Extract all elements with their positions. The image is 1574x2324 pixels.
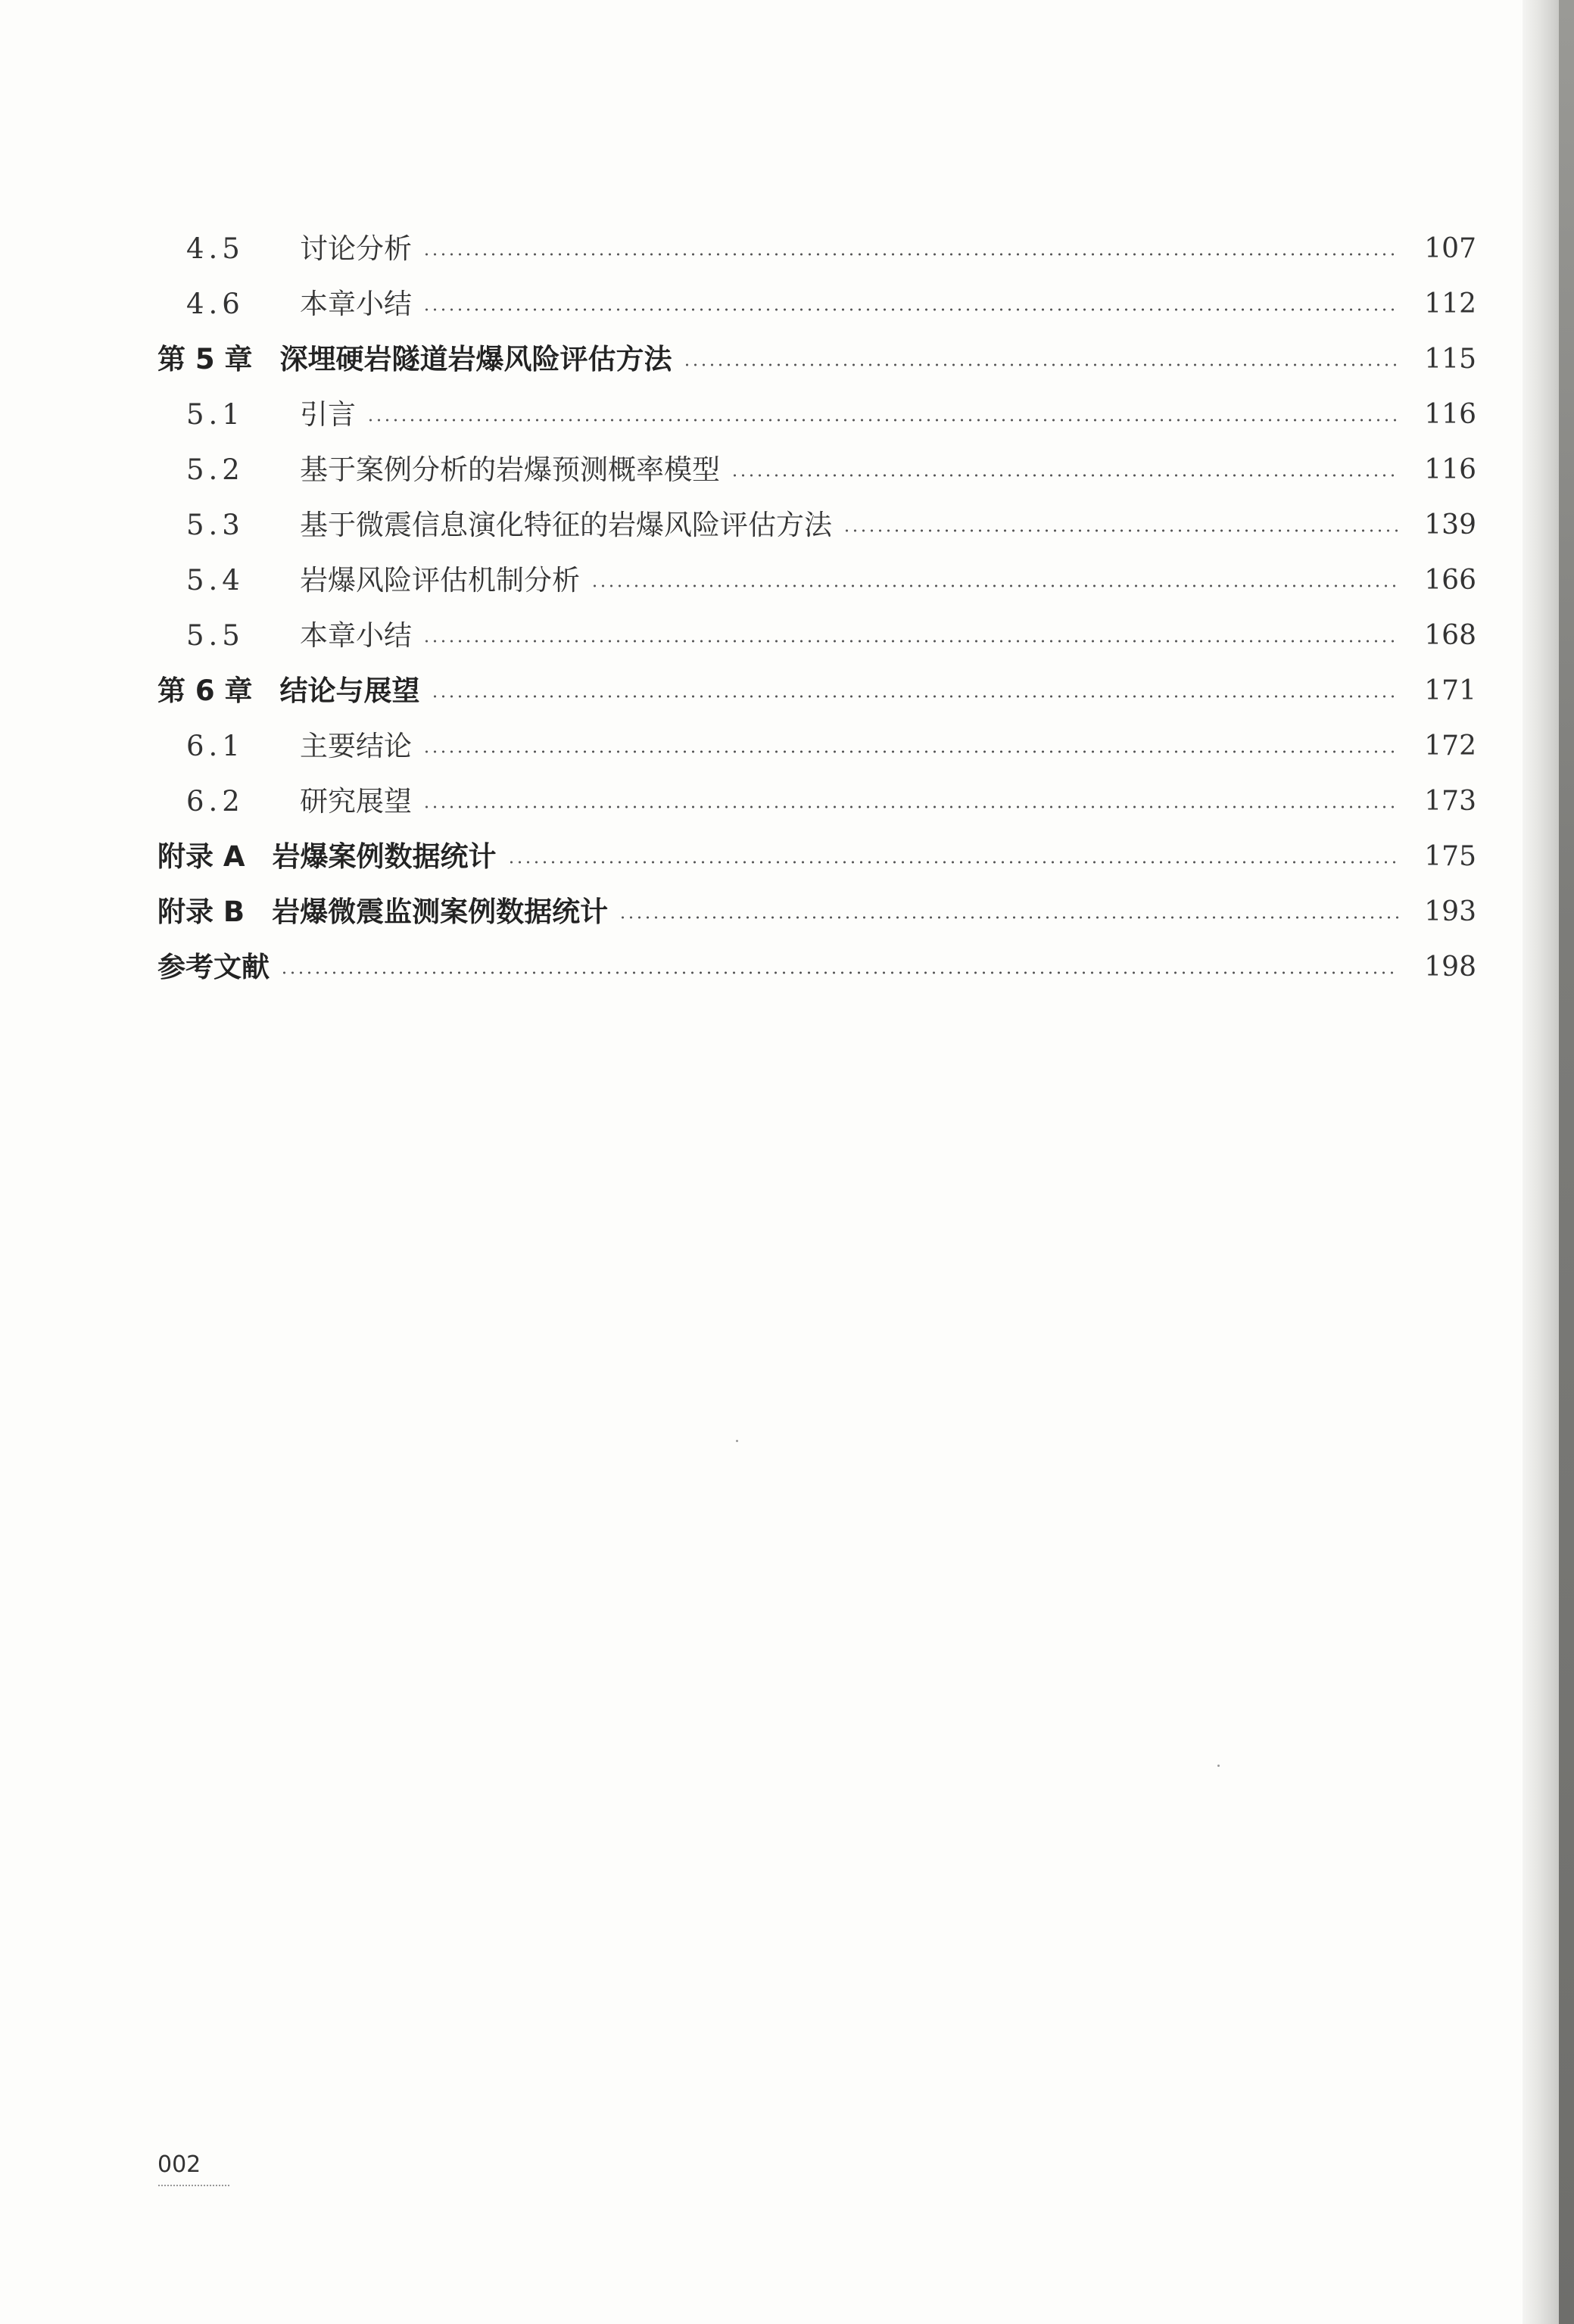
toc-entry-page: 175	[1424, 841, 1476, 872]
toc-entry-page: 116	[1424, 454, 1476, 485]
toc-entry-number: 5.3	[186, 509, 245, 541]
toc-entry-number: 5.4	[186, 564, 245, 597]
table-of-contents	[157, 221, 1476, 995]
toc-entry-page: 115	[1424, 344, 1476, 375]
toc-entry-page: 107	[1424, 233, 1476, 264]
toc-entry-appendix-b[interactable]	[157, 884, 1476, 939]
toc-entry-5-5[interactable]	[157, 608, 1476, 663]
toc-entry-number: 4.6	[186, 288, 245, 320]
toc-appendix-title: 岩爆微震监测案例数据统计	[272, 896, 609, 928]
toc-entry-5-4[interactable]	[157, 553, 1476, 608]
toc-entry-number: 6.2	[186, 785, 245, 818]
page-number-rule	[157, 2185, 230, 2186]
dot-leader	[422, 253, 1399, 256]
toc-entry-chapter-5[interactable]	[157, 332, 1476, 387]
toc-entry-title: 主要结论	[300, 730, 412, 762]
dot-leader	[422, 750, 1399, 753]
paper-speck	[1217, 1765, 1220, 1767]
dot-leader	[731, 474, 1399, 477]
toc-entry-page: 173	[1424, 786, 1476, 817]
toc-entry-page: 171	[1424, 675, 1476, 706]
toc-chapter-number: 第 6 章	[157, 674, 253, 707]
toc-entry-number: 5.2	[186, 453, 245, 486]
dot-leader	[619, 916, 1399, 919]
toc-entry-5-2[interactable]	[157, 442, 1476, 497]
dot-leader	[422, 640, 1399, 643]
toc-entry-5-3[interactable]	[157, 497, 1476, 553]
dot-leader	[366, 419, 1399, 422]
toc-entry-number: 6.1	[186, 730, 245, 762]
toc-entry-number: 5.1	[186, 398, 245, 431]
dot-leader	[422, 308, 1399, 311]
toc-entry-number: 4.5	[186, 232, 245, 265]
toc-entry-4-6[interactable]	[157, 276, 1476, 332]
toc-entry-references[interactable]	[157, 939, 1476, 995]
toc-entry-appendix-a[interactable]	[157, 829, 1476, 884]
toc-appendix-label: 附录 B	[157, 896, 245, 928]
toc-entry-5-1[interactable]	[157, 387, 1476, 442]
toc-entry-page: 193	[1424, 896, 1476, 927]
toc-appendix-label: 附录 A	[157, 840, 245, 873]
toc-entry-6-2[interactable]	[157, 774, 1476, 829]
dot-leader	[280, 971, 1399, 974]
toc-entry-page: 116	[1424, 399, 1476, 430]
dot-leader	[422, 805, 1399, 808]
toc-chapter-number: 第 5 章	[157, 343, 253, 375]
toc-entry-page: 172	[1424, 731, 1476, 762]
dot-leader	[507, 861, 1399, 864]
toc-entry-page: 198	[1424, 952, 1476, 983]
toc-entry-chapter-6[interactable]	[157, 663, 1476, 718]
toc-entry-page: 168	[1424, 620, 1476, 651]
toc-entry-title: 岩爆风险评估机制分析	[300, 564, 580, 597]
dot-leader	[431, 695, 1399, 698]
toc-entry-title: 基于微震信息演化特征的岩爆风险评估方法	[300, 509, 832, 541]
paper-speck	[736, 1440, 738, 1442]
toc-references-title: 参考文献	[157, 951, 270, 983]
toc-entry-title: 引言	[300, 398, 356, 431]
toc-entry-page: 139	[1424, 509, 1476, 541]
toc-entry-6-1[interactable]	[157, 718, 1476, 774]
toc-entry-4-5[interactable]	[157, 221, 1476, 276]
toc-entry-title: 本章小结	[300, 288, 412, 320]
toc-entry-title: 讨论分析	[300, 232, 412, 265]
toc-entry-page: 112	[1424, 288, 1476, 319]
toc-chapter-title: 结论与展望	[279, 674, 420, 707]
dot-leader	[591, 584, 1399, 587]
toc-appendix-title: 岩爆案例数据统计	[272, 840, 497, 873]
toc-entry-page: 166	[1424, 565, 1476, 596]
toc-entry-title: 本章小结	[300, 619, 412, 652]
toc-chapter-title: 深埋硬岩隧道岩爆风险评估方法	[279, 343, 672, 375]
page-number: 002	[157, 2151, 201, 2178]
toc-entry-number: 5.5	[186, 619, 245, 652]
toc-entry-title: 基于案例分析的岩爆预测概率模型	[300, 453, 720, 486]
page-binding-edge	[1559, 0, 1574, 2324]
dot-leader	[683, 363, 1399, 366]
toc-entry-title: 研究展望	[300, 785, 412, 818]
dot-leader	[843, 529, 1399, 532]
